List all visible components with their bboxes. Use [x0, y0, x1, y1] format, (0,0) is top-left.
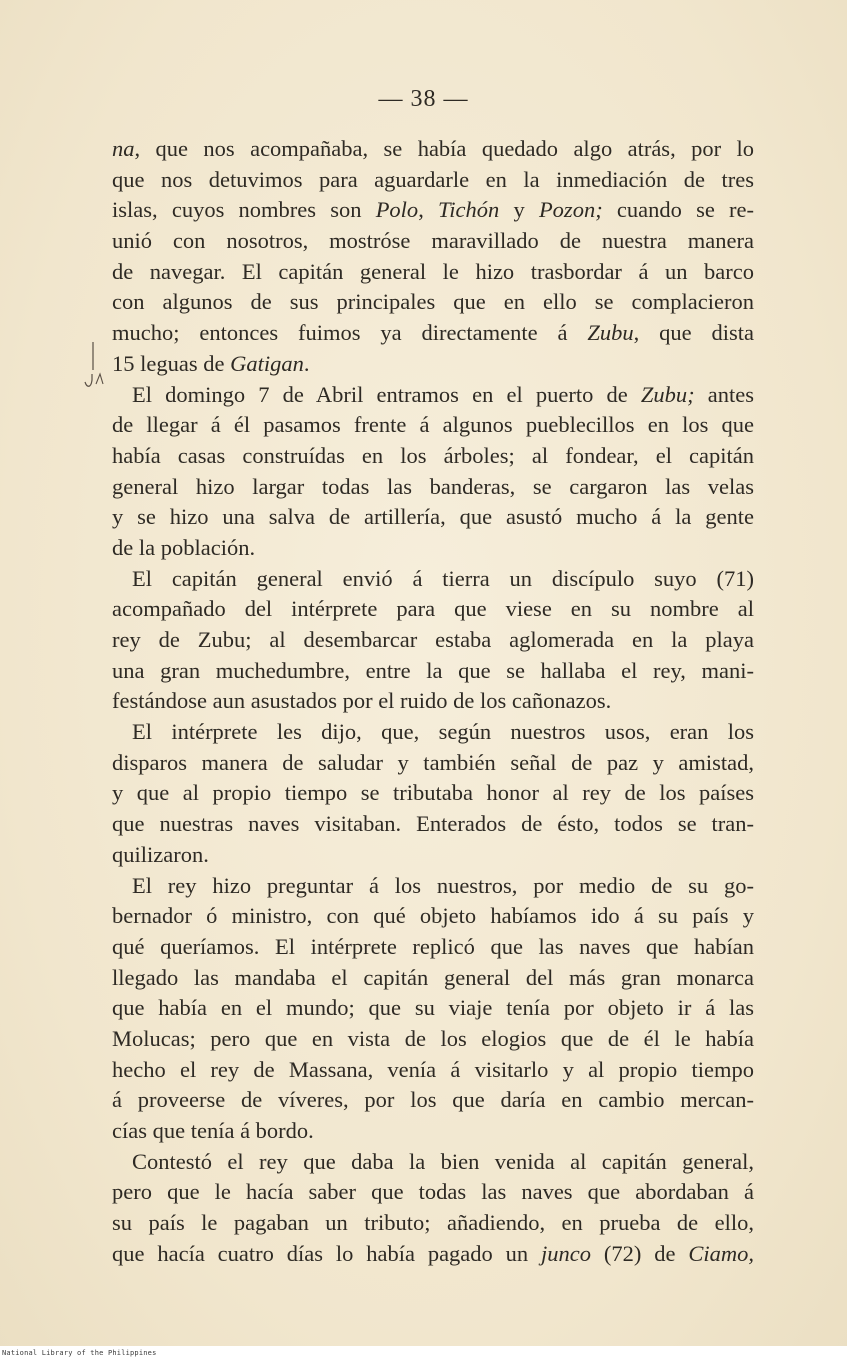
page-number: — 38 — [378, 86, 469, 112]
text-run: El capitán general envió á tierra un discípulo suyo (71) [132, 565, 754, 591]
text-line [112, 472, 754, 503]
italic-text: na [112, 136, 135, 161]
text-line [112, 778, 754, 809]
text-run: general hizo largar todas las banderas, se cargaron las velas [112, 473, 754, 499]
text-line [112, 410, 754, 441]
text-run: 15 leguas de [112, 350, 231, 376]
text-line [112, 656, 754, 687]
text-line [112, 502, 754, 533]
text-line [112, 901, 754, 932]
text-line [112, 686, 754, 717]
text-line [112, 165, 754, 196]
text-run: rey de Zubu; al desembarcar estaba aglomerada en la playa [112, 627, 754, 652]
text-line [112, 1177, 754, 1208]
text-run: , [418, 197, 439, 223]
text-line [112, 564, 754, 595]
text-run: hecho el rey de Massana, venía á visitarlo y al propio tiempo [112, 1056, 754, 1082]
text-line [112, 1147, 754, 1178]
italic-text: Tichón [438, 197, 500, 223]
text-line [112, 257, 754, 288]
text-line [112, 1239, 754, 1270]
italic-text: Zubu [587, 320, 634, 346]
italic-text: Gatigan [230, 350, 304, 376]
text-line [112, 748, 754, 779]
text-run: y se hizo una salva de artillería, que asustó mucho á la gente [112, 504, 754, 530]
text-run: y [499, 197, 539, 223]
text-run: . [303, 350, 310, 376]
text-run: á proveerse de víveres, por los que daría en cambio mercan- [112, 1087, 754, 1113]
text-line [112, 871, 754, 902]
text-run: qué queríamos. El intérprete replicó que las naves que habían [112, 933, 754, 959]
text-line [112, 717, 754, 748]
text-run: bernador ó ministro, con qué objeto habíamos ido á su país y [112, 903, 754, 929]
text-run: Contestó el rey que daba la bien venida al capitán general, [132, 1148, 754, 1174]
text-line [112, 349, 754, 380]
text-run: de la población. [112, 534, 256, 560]
text-run: festándose aun asustados por el ruido de los cañonazos. [112, 688, 612, 714]
text-run: islas, cuyos nombres son [112, 197, 376, 223]
text-line [112, 963, 754, 994]
text-line [112, 625, 754, 656]
text-run: de navegar. El capitán general le hizo trasbordar á un barco [112, 258, 754, 284]
text-line [112, 1085, 754, 1116]
text-line [112, 134, 754, 165]
text-run: antes [694, 381, 754, 407]
text-line [112, 1116, 754, 1147]
text-run: pero que le hacía saber que todas las naves que abordaban á [112, 1179, 754, 1205]
text-run: disparos manera de saludar y también señal de paz y amistad, [112, 749, 754, 775]
text-line [112, 840, 754, 871]
italic-text: Zubu; [640, 381, 695, 407]
italic-text: Pozon; [538, 197, 603, 223]
text-line [112, 533, 754, 564]
text-run: unió con nosotros, mostróse maravillado de nuestra manera [112, 228, 754, 254]
text-line [112, 441, 754, 472]
footer-credit: National Library of the Philippines [2, 1349, 157, 1357]
text-run: su país le pagaban un tributo; añadiendo, en prueba de ello, [112, 1210, 754, 1236]
text-run: había casas construídas en los árboles; al fondear, el capitán [112, 442, 754, 468]
text-run: con algunos de sus principales que en ello se complacieron [112, 289, 754, 315]
body-text [112, 134, 754, 1269]
handwritten-margin-mark-icon [82, 340, 108, 396]
text-run: mucho; entonces fuimos ya directamente á [112, 320, 588, 346]
text-run: llegado las mandaba el capitán general del más gran monarca [112, 964, 754, 990]
text-run: que había en el mundo; que su viaje tenía por objeto ir á las [112, 995, 754, 1021]
text-run: Molucas; pero que en vista de los elogios que de él le había [112, 1025, 754, 1051]
text-run: El domingo 7 de Abril entramos en el puerto de [132, 381, 641, 407]
text-run: , que nos acompañaba, se había quedado algo atrás, por lo [134, 136, 754, 161]
italic-text: junco [541, 1240, 592, 1266]
text-run: cías que tenía á bordo. [112, 1118, 314, 1143]
text-line [112, 1208, 754, 1239]
text-line [112, 1055, 754, 1086]
text-run: , que dista [633, 320, 754, 346]
text-line [112, 195, 754, 226]
text-line [112, 380, 754, 411]
italic-text: Polo [375, 197, 419, 223]
text-line [112, 993, 754, 1024]
text-run: que hacía cuatro días lo había pagado un [112, 1240, 542, 1266]
text-run: de llegar á él pasamos frente á algunos pueblecillos en los que [112, 412, 754, 438]
text-line [112, 932, 754, 963]
text-line [112, 287, 754, 318]
text-line [112, 1024, 754, 1055]
text-line [112, 809, 754, 840]
text-line [112, 318, 754, 349]
text-run: que nos detuvimos para aguardarle en la inmediación de tres [112, 166, 754, 192]
text-line [112, 594, 754, 625]
text-run: acompañado del intérprete para que viese en su nombre al [112, 596, 754, 622]
text-line [112, 226, 754, 257]
text-run: que nuestras naves visitaban. Enterados de ésto, todos se tran- [112, 811, 754, 837]
text-run: (72) de [591, 1240, 689, 1266]
text-run: una gran muchedumbre, entre la que se hallaba el rey, mani- [112, 657, 754, 683]
text-run: quilizaron. [112, 841, 209, 867]
italic-text: Ciamo, [688, 1240, 754, 1266]
text-run: cuando se re- [602, 197, 754, 223]
text-run: El intérprete les dijo, que, según nuestros usos, eran los [132, 719, 754, 745]
text-run: y que al propio tiempo se tributaba honor al rey de los países [112, 780, 754, 806]
text-run: El rey hizo preguntar á los nuestros, por medio de su go- [132, 872, 754, 898]
